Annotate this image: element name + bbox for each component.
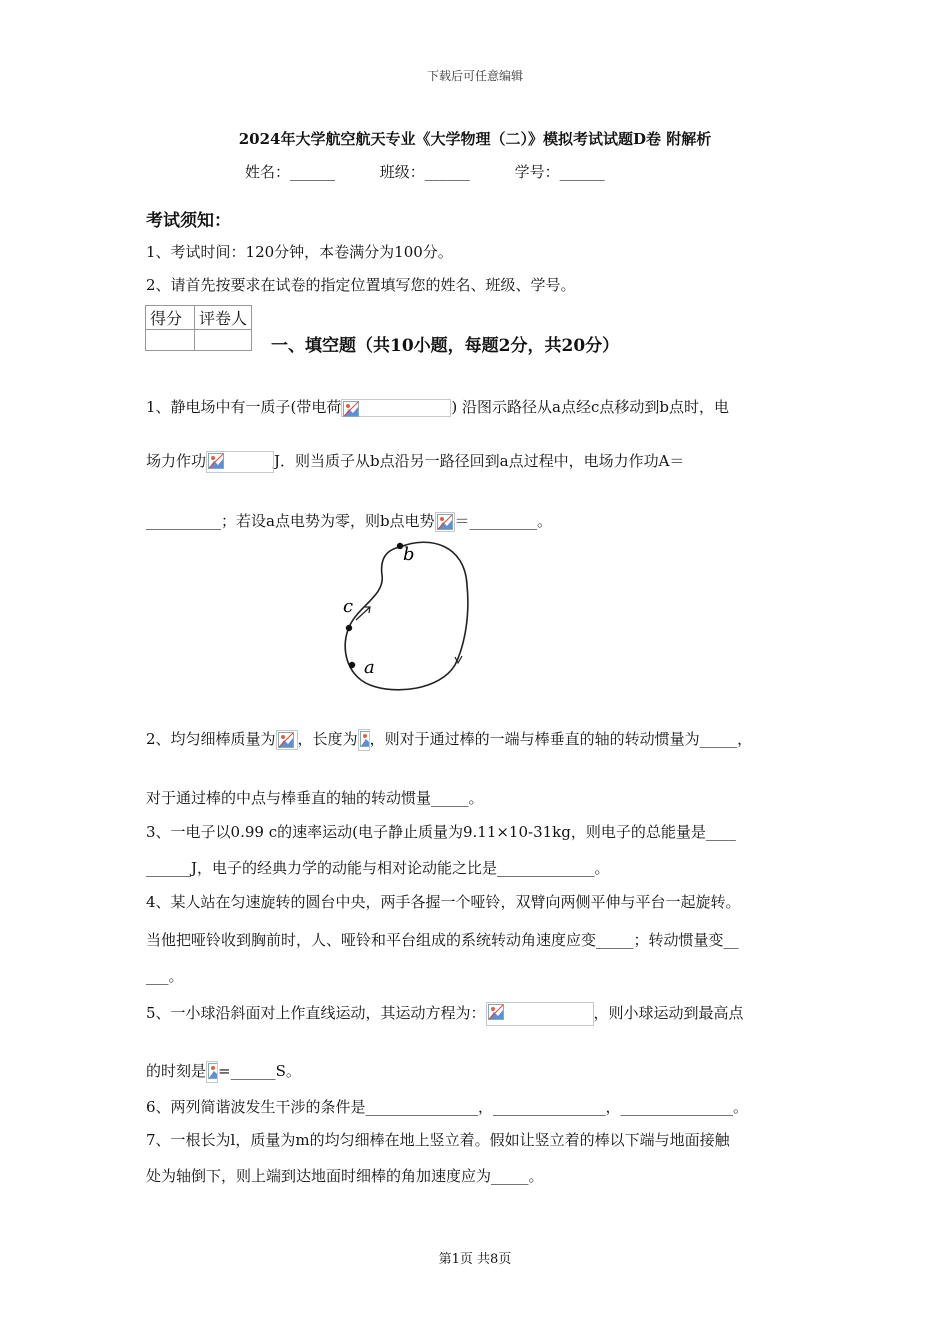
q5-line-2 [146,1060,301,1083]
q3-line-2: ______J，电子的经典力学的动能与相对论动能之比是_____________。 [146,859,610,877]
q1-text-a: 1、静电场中有一质子(带电荷 [146,398,342,416]
student-fields [245,161,645,182]
score-label: 得分 [146,306,195,330]
q2-line-2: 对于通过棒的中点与棒垂直的轴的转动惯量_____。 [146,789,484,807]
id-field[interactable]: 学号：______ [514,163,605,181]
q1-text-d: J．则当质子从b点沿另一路径回到a点过程中，电场力作功A＝ [274,452,685,470]
q2-text-a: 2、均匀细棒质量为 [146,730,276,748]
q2-text-b: ，长度为 [297,730,358,748]
score-table [145,305,252,351]
q5-text-c: 的时刻是 [146,1062,207,1080]
notice-item-2: 2、请首先按要求在试卷的指定位置填写您的姓名、班级、学号。 [146,276,576,294]
q1-text-f: ＝_________。 [454,512,553,530]
notice-heading: 考试须知： [146,211,231,231]
label-c: c [343,596,354,617]
broken-image-icon [486,1002,594,1026]
q1-line-1 [146,396,729,417]
broken-image-icon [435,512,455,532]
q4-line-2: 当他把哑铃收到胸前时，人、哑铃和平台组成的系统转动角速度应变_____；转动惯量变__ [146,931,739,949]
header-note: 下载后可任意编辑 [426,69,523,83]
q5-line-1 [146,1002,744,1026]
q7-line-2: 处为轴倒下，则上端到达地面时细棒的角加速度应为_____。 [146,1167,544,1185]
point-a [349,662,355,668]
q5-text-b: ，则小球运动到最高点 [593,1004,744,1022]
section-title: 一、填空题（共10小题，每题2分，共20分） [271,336,620,356]
name-field[interactable]: 姓名：______ [245,163,336,181]
q5-text-d: =______S。 [218,1062,301,1080]
grader-label: 评卷人 [195,306,252,330]
q2-text-c: ，则对于通过棒的一端与棒垂直的轴的转动惯量为_____， [369,730,753,748]
q1-text-b: ) 沿图示路径从a点经c点移动到b点时，电 [451,398,729,416]
q1-line-2 [146,450,684,473]
q4-line-3: ___。 [146,967,184,985]
broken-image-icon [206,1061,218,1083]
q2-line-1 [146,728,752,751]
score-cell[interactable] [146,330,195,351]
q7-line-1: 7、一根长为l，质量为m的均匀细棒在地上竖立着。假如让竖立着的棒以下端与地面接触 [146,1131,730,1149]
page-number: 第1页 共8页 [438,1252,512,1267]
broken-image-icon [358,729,370,751]
notice-item-1: 1、考试时间：120分钟，本卷满分为100分。 [146,243,453,261]
q1-line-3 [146,510,552,532]
q4-line-1: 4、某人站在匀速旋转的圆台中央，两手各握一个哑铃，双臂向两侧平伸与平台一起旋转。 [146,893,741,911]
grader-cell[interactable] [195,330,252,351]
class-field[interactable]: 班级：______ [379,163,470,181]
path-diagram [330,535,480,700]
q1-text-e: __________；若设a点电势为零，则b点电势 [146,512,435,530]
broken-image-icon [206,451,274,473]
q1-text-c: 场力作功 [146,452,207,470]
label-a: a [364,657,375,678]
label-b: b [403,544,415,565]
q5-text-a: 5、一小球沿斜面对上作直线运动，其运动方程为： [146,1004,486,1022]
point-c [346,625,352,631]
exam-title: 2024年大学航空航天专业《大学物理（二）》模拟考试试题D卷 附解析 [238,130,712,148]
broken-image-icon [341,399,451,417]
q3-line-1: 3、一电子以0.99 c的速率运动(电子静止质量为9.11×10-31kg，则电子的总能量是____ [146,823,736,841]
q6-line: 6、两列简谐波发生干涉的条件是_______________，_______________，_______________。 [146,1098,749,1116]
broken-image-icon [276,730,298,750]
